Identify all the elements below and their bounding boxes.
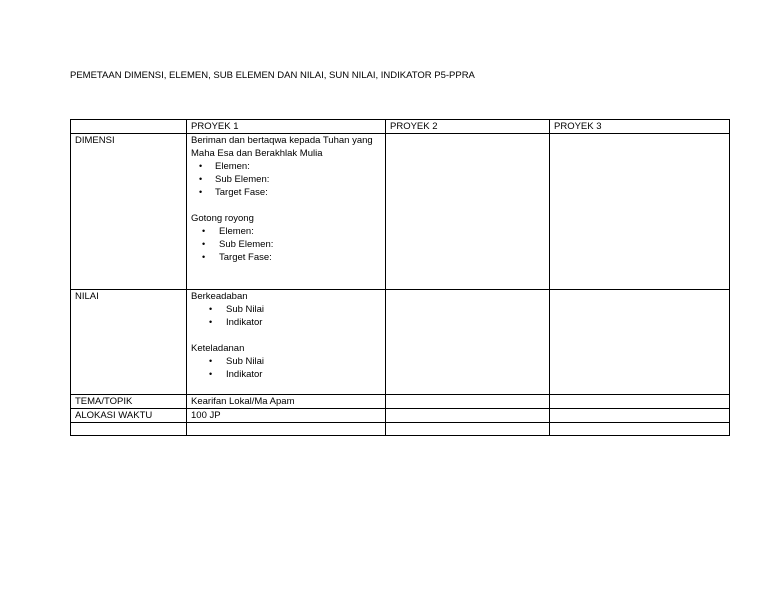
bullet-icon: •	[209, 317, 213, 327]
list-item-text: Sub Nilai	[226, 304, 265, 315]
nilai-row	[71, 290, 730, 395]
list-item	[191, 225, 381, 238]
alokasi-proyek-3-cell	[550, 409, 730, 423]
dimensi-group2-list	[191, 225, 381, 264]
list-item	[191, 251, 381, 264]
list-item-text: Indikator	[226, 317, 263, 328]
empty-cell	[187, 423, 386, 436]
dimensi-group2-title: Gotong royong	[191, 213, 254, 224]
tema-proyek-3-cell	[550, 395, 730, 409]
alokasi-label: ALOKASI WAKTU	[71, 409, 187, 423]
bullet-icon: •	[209, 304, 213, 314]
alokasi-proyek-2-cell	[386, 409, 550, 423]
dimensi-proyek-2-cell	[386, 134, 550, 290]
list-item	[191, 303, 381, 316]
bullet-icon: •	[199, 187, 203, 197]
bullet-icon: •	[199, 161, 203, 171]
list-item	[191, 160, 381, 173]
spacer	[191, 199, 381, 212]
document-title: PEMETAAN DIMENSI, ELEMEN, SUB ELEMEN DAN NILAI, SUN NILAI, INDIKATOR P5-PPRA	[70, 70, 475, 81]
bullet-icon: •	[199, 174, 203, 184]
list-item	[191, 368, 381, 381]
bullet-icon: •	[209, 369, 213, 379]
list-item-text: Target Fase:	[219, 252, 272, 263]
list-item	[191, 316, 381, 329]
dimensi-proyek-3-cell	[550, 134, 730, 290]
dimensi-row	[71, 134, 730, 290]
list-item-text: Elemen:	[215, 161, 250, 172]
bullet-icon: •	[202, 239, 206, 249]
tema-value: Kearifan Lokal/Ma Apam	[187, 395, 386, 409]
list-item-text: Elemen:	[219, 226, 254, 237]
list-item-text: Indikator	[226, 369, 263, 380]
nilai-proyek-1-cell	[187, 290, 386, 395]
bullet-icon: •	[202, 226, 206, 236]
nilai-label: NILAI	[71, 290, 187, 395]
header-cell-proyek-2: PROYEK 2	[386, 120, 550, 134]
dimensi-label: DIMENSI	[71, 134, 187, 290]
list-item-text: Sub Nilai	[226, 356, 265, 367]
empty-cell	[386, 423, 550, 436]
nilai-group1-title: Berkeadaban	[191, 291, 248, 302]
tema-row	[71, 395, 730, 409]
list-item-text: Target Fase:	[215, 187, 268, 198]
nilai-group1-list	[191, 303, 381, 329]
dimensi-group1-list	[191, 160, 381, 199]
alokasi-value: 100 JP	[187, 409, 386, 423]
nilai-group2-list	[191, 355, 381, 381]
alokasi-row	[71, 409, 730, 423]
empty-cell	[71, 423, 187, 436]
tema-proyek-2-cell	[386, 395, 550, 409]
tema-label: TEMA/TOPIK	[71, 395, 187, 409]
header-row	[71, 120, 730, 134]
empty-row	[71, 423, 730, 436]
header-cell-empty	[71, 120, 187, 134]
bullet-icon: •	[209, 356, 213, 366]
empty-cell	[550, 423, 730, 436]
nilai-proyek-2-cell	[386, 290, 550, 395]
list-item	[191, 355, 381, 368]
dimensi-proyek-1-cell	[187, 134, 386, 290]
header-cell-proyek-3: PROYEK 3	[550, 120, 730, 134]
list-item-text: Sub Elemen:	[219, 239, 274, 250]
dimensi-group1-title-line1: Beriman dan bertaqwa kepada Tuhan yang	[191, 135, 373, 146]
list-item	[191, 238, 381, 251]
nilai-proyek-3-cell	[550, 290, 730, 395]
list-item	[191, 173, 381, 186]
spacer	[191, 329, 381, 342]
bullet-icon: •	[202, 252, 206, 262]
nilai-group2-title: Keteladanan	[191, 343, 245, 354]
header-cell-proyek-1: PROYEK 1	[187, 120, 386, 134]
list-item	[191, 186, 381, 199]
dimensi-group1-title-line2: Maha Esa dan Berakhlak Mulia	[191, 148, 323, 159]
mapping-table	[70, 119, 730, 436]
list-item-text: Sub Elemen:	[215, 174, 270, 185]
